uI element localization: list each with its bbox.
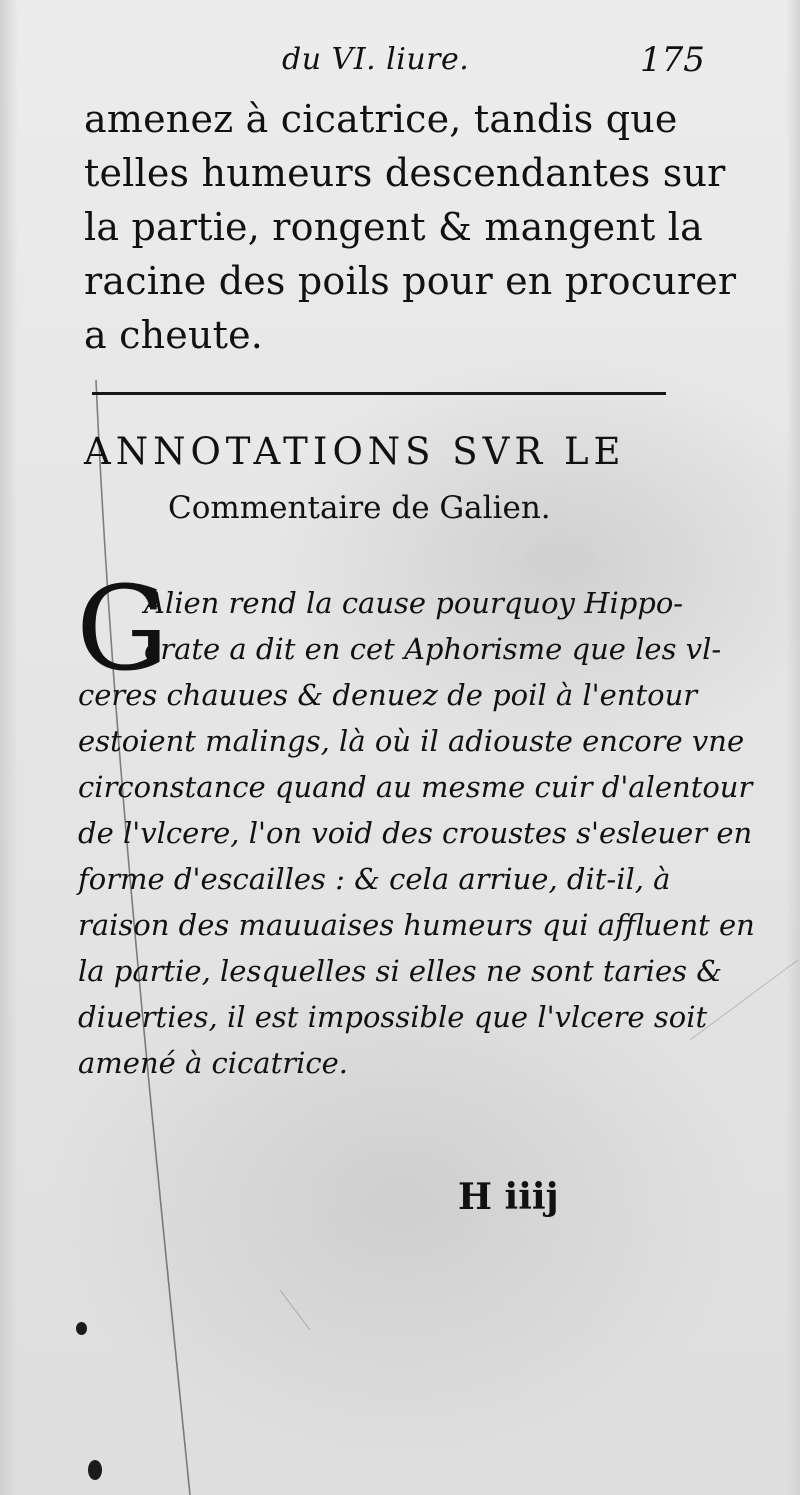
body-text bbox=[84, 92, 737, 362]
annotation-line: amené à cicatrice. bbox=[78, 1046, 348, 1080]
page-number: 175 bbox=[640, 40, 705, 80]
annotation-text bbox=[78, 580, 755, 1086]
section-rule bbox=[92, 392, 666, 395]
annotation-line: circonstance quand au mesme cuir d'alentour bbox=[78, 770, 753, 804]
annotation-line: la partie, lesquelles si elles ne sont taries & bbox=[78, 954, 723, 988]
annotation-line: crate a dit en cet Aphorisme que les vl- bbox=[144, 632, 722, 666]
show-through-text bbox=[420, 1085, 430, 1120]
ink-spot bbox=[88, 1460, 102, 1480]
body-line: amenez à cicatrice, tandis que bbox=[84, 97, 678, 141]
body-line: racine des poils pour en procurer bbox=[84, 259, 737, 303]
annotation-line: estoient malings, là où il adiouste encore vne bbox=[78, 724, 745, 758]
body-line: la partie, rongent & mangent la bbox=[84, 205, 703, 249]
running-head: du VI. liure. bbox=[282, 42, 470, 77]
annotation-line: Alien rend la cause pourquoy Hippo- bbox=[144, 586, 684, 620]
body-line: telles humeurs descendantes sur bbox=[84, 151, 726, 195]
section-heading: ANNOTATIONS SVR LE bbox=[84, 430, 626, 473]
signature-mark: H iiij bbox=[458, 1176, 559, 1218]
annotation-line: diuerties, il est impossible que l'vlcere soit bbox=[78, 1000, 708, 1034]
body-line: a cheute. bbox=[84, 313, 264, 357]
section-subheading: Commentaire de Galien. bbox=[168, 490, 551, 526]
drop-cap: G bbox=[76, 562, 169, 697]
annotation-line: forme d'escailles : & cela arriue, dit-il, à bbox=[78, 862, 671, 896]
ink-spot bbox=[76, 1322, 87, 1335]
annotation-line: ceres chauues & denuez de poil à l'entour bbox=[78, 678, 698, 712]
annotation-line: raison des mauuaises humeurs qui affluent en bbox=[78, 908, 755, 942]
annotation-line: de l'vlcere, l'on void des croustes s'esleuer en bbox=[78, 816, 753, 850]
